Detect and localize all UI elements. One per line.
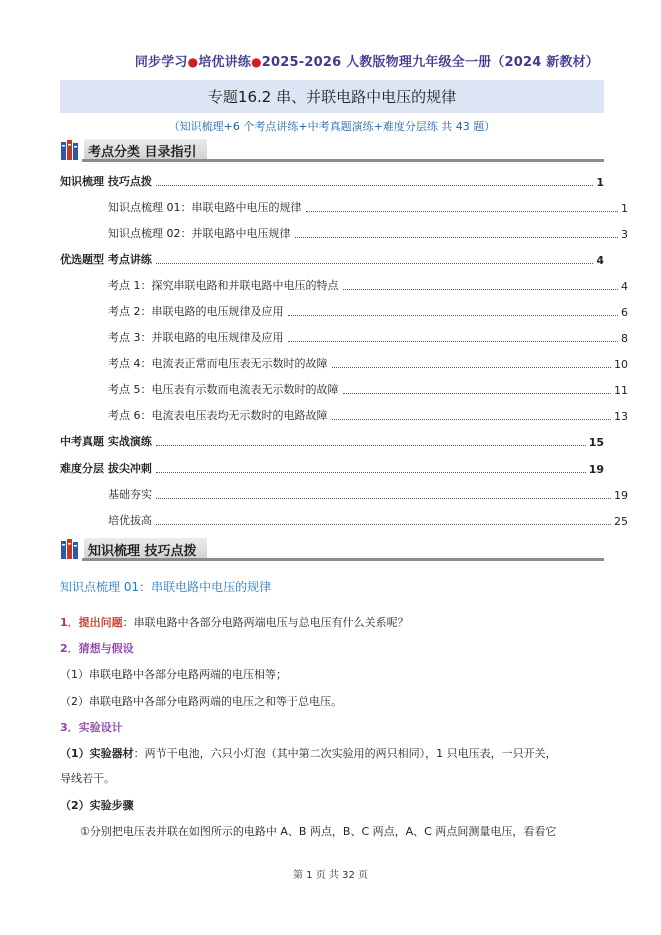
toc-entry[interactable]: 培优拔高 25: [108, 514, 628, 528]
section-heading: [60, 798, 604, 814]
knowledge-banner: [60, 537, 604, 561]
toc-entry[interactable]: 中考真题 实战演练 15: [60, 435, 604, 449]
books-icon: [60, 539, 82, 559]
banner-rule: [82, 558, 604, 561]
page-subtitle: （知识梳理+6 个考点讲练+中考真题演练+难度分层练 共 43 题）: [168, 120, 496, 133]
toc-entry[interactable]: 知识点梳理 02：并联电路中电压规律 3: [108, 227, 628, 241]
step-heading: 1．提出问题: [60, 616, 123, 629]
section-heading: [60, 720, 604, 736]
toc-entry[interactable]: 知识梳理 技巧点拨 1: [60, 175, 604, 189]
page-title-box: [60, 80, 604, 113]
step-heading: 2．猜想与假设: [60, 642, 134, 655]
paragraph-text: （2）串联电路中各部分电路两端的电压之和等于总电压。: [60, 695, 342, 708]
step-heading: 3．实验设计: [60, 721, 123, 734]
bullet-dot-icon: ●: [251, 55, 262, 69]
knowledge-banner-label: 知识梳理 技巧点拨: [84, 538, 207, 560]
toc-entry[interactable]: 考点 3：并联电路的电压规律及应用 8: [108, 331, 628, 345]
banner-rule: [82, 159, 604, 162]
header-part1: 同步学习: [134, 55, 188, 70]
toc-entry[interactable]: 考点 6：电流表电压表均无示数时的电路故障 13: [108, 409, 628, 423]
header-part3: 2025-2026 人教版物理九年级全一册（2024 新教材）: [261, 55, 599, 70]
paragraph-text: （1）串联电路中各部分电路两端的电压相等；: [60, 668, 287, 681]
sub-heading: （1）实验器材: [60, 747, 134, 760]
paragraph-text: ：两节干电池，六只小灯泡（其中第二次实验用的两只相同），1 只电压表，一只开关，: [133, 747, 557, 760]
toc-entry[interactable]: 优选题型 考点讲练 4: [60, 253, 604, 267]
toc-entry[interactable]: 难度分层 拔尖冲刺 19: [60, 462, 604, 476]
equipment-paragraph: [60, 746, 604, 762]
toc-entry[interactable]: 考点 4：电流表正常而电压表无示数时的故障 10: [108, 357, 628, 371]
toc-entry[interactable]: 考点 1：探究串联电路和并联电路中电压的特点 4: [108, 279, 628, 293]
toc-entry[interactable]: 基础夯实 19: [108, 488, 628, 502]
paragraph-text: ①分别把电压表并联在如图所示的电路中 A、B 两点，B、C 两点，A、C 两点间测量电压，看看它: [80, 825, 557, 838]
books-icon: [60, 140, 82, 160]
section-heading: [60, 641, 604, 657]
paragraph-text: 导线若干。: [60, 772, 115, 785]
series-header: [135, 51, 599, 70]
question-paragraph: [60, 615, 604, 631]
toc-entry[interactable]: 考点 5：电压表有示数而电流表无示数时的故障 11: [108, 383, 628, 397]
toc-entry[interactable]: 知识点梳理 01：串联电路中电压的规律 1: [108, 201, 628, 215]
header-part2: 培优讲练: [198, 55, 252, 70]
toc-banner-label: 考点分类 目录指引: [84, 139, 207, 161]
toc-entry[interactable]: 考点 2：串联电路的电压规律及应用 6: [108, 305, 628, 319]
page-footer: 第 1 页 共 32 页: [293, 870, 368, 881]
sub-heading: （2）实验步骤: [60, 799, 134, 812]
paragraph-text: ：串联电路中各部分电路两端电压与总电压有什么关系呢？: [122, 616, 409, 629]
bullet-dot-icon: ●: [187, 55, 199, 69]
toc-banner: [60, 138, 604, 162]
knowledge-point-title: 知识点梳理 01：串联电路中电压的规律: [60, 580, 272, 594]
page-title: 专题16.2 串、并联电路中电压的规律: [207, 88, 457, 106]
